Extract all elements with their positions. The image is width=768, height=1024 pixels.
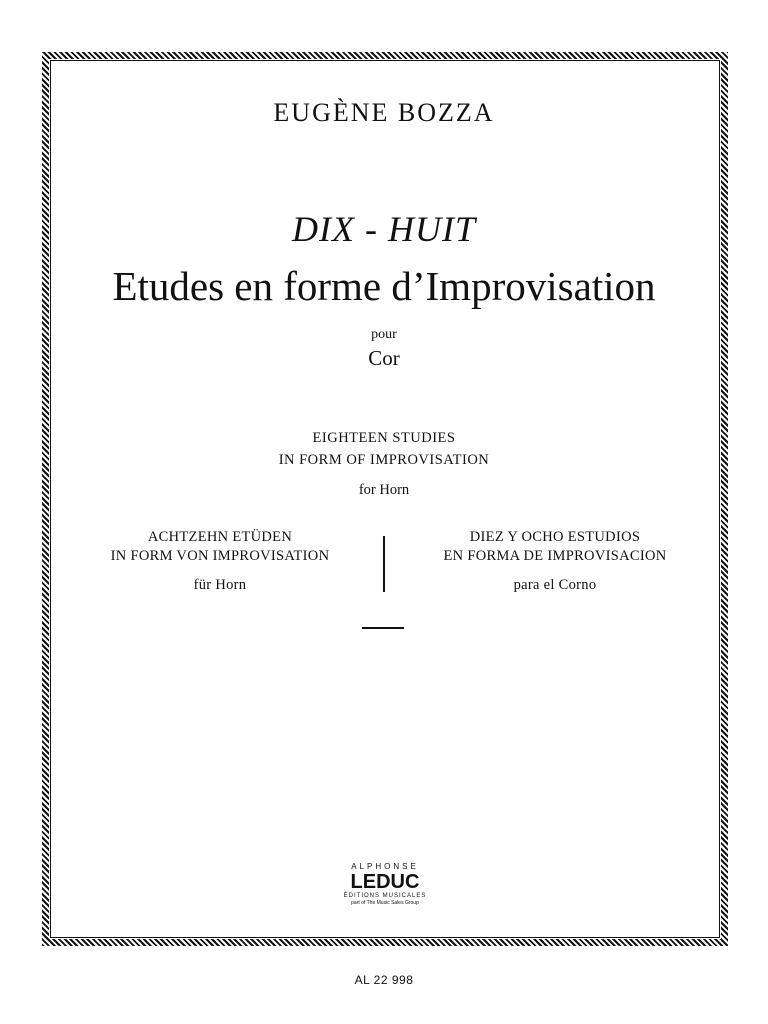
spanish-instrument: para el Corno: [513, 577, 597, 593]
section-rule: [362, 627, 404, 629]
publisher-subtitle: ÉDITIONS MUSICALES: [343, 893, 427, 899]
publisher-group: part of The Music Sales Group: [351, 900, 419, 906]
publisher-name: LEDUC: [350, 871, 420, 893]
inner-border-line: [50, 60, 720, 938]
spanish-title-line1: DIEZ Y OCHO ESTUDIOS: [469, 529, 641, 545]
english-instrument: for Horn: [358, 482, 410, 498]
publisher-first-name: ALPHONSE: [351, 862, 419, 871]
title-pour: pour: [371, 327, 397, 342]
catalog-number: AL 22 998: [354, 973, 414, 987]
english-title-line1: EIGHTEEN STUDIES: [312, 430, 456, 446]
main-title: Etudes en forme d’Improvisation: [112, 263, 656, 309]
english-title-line2: IN FORM OF IMPROVISATION: [278, 452, 490, 468]
german-instrument: für Horn: [193, 577, 247, 593]
german-title-line2: IN FORM VON IMPROVISATION: [110, 548, 330, 564]
title-instrument: Cor: [368, 346, 400, 370]
composer-name: EUGÈNE BOZZA: [273, 98, 495, 127]
column-divider: [383, 536, 385, 592]
title-number: DIX - HUIT: [292, 209, 476, 249]
publisher-logo: [330, 862, 440, 907]
german-title-line1: ACHTZEHN ETÜDEN: [147, 529, 293, 545]
spanish-title-line2: EN FORMA DE IMPROVISACION: [443, 548, 667, 564]
